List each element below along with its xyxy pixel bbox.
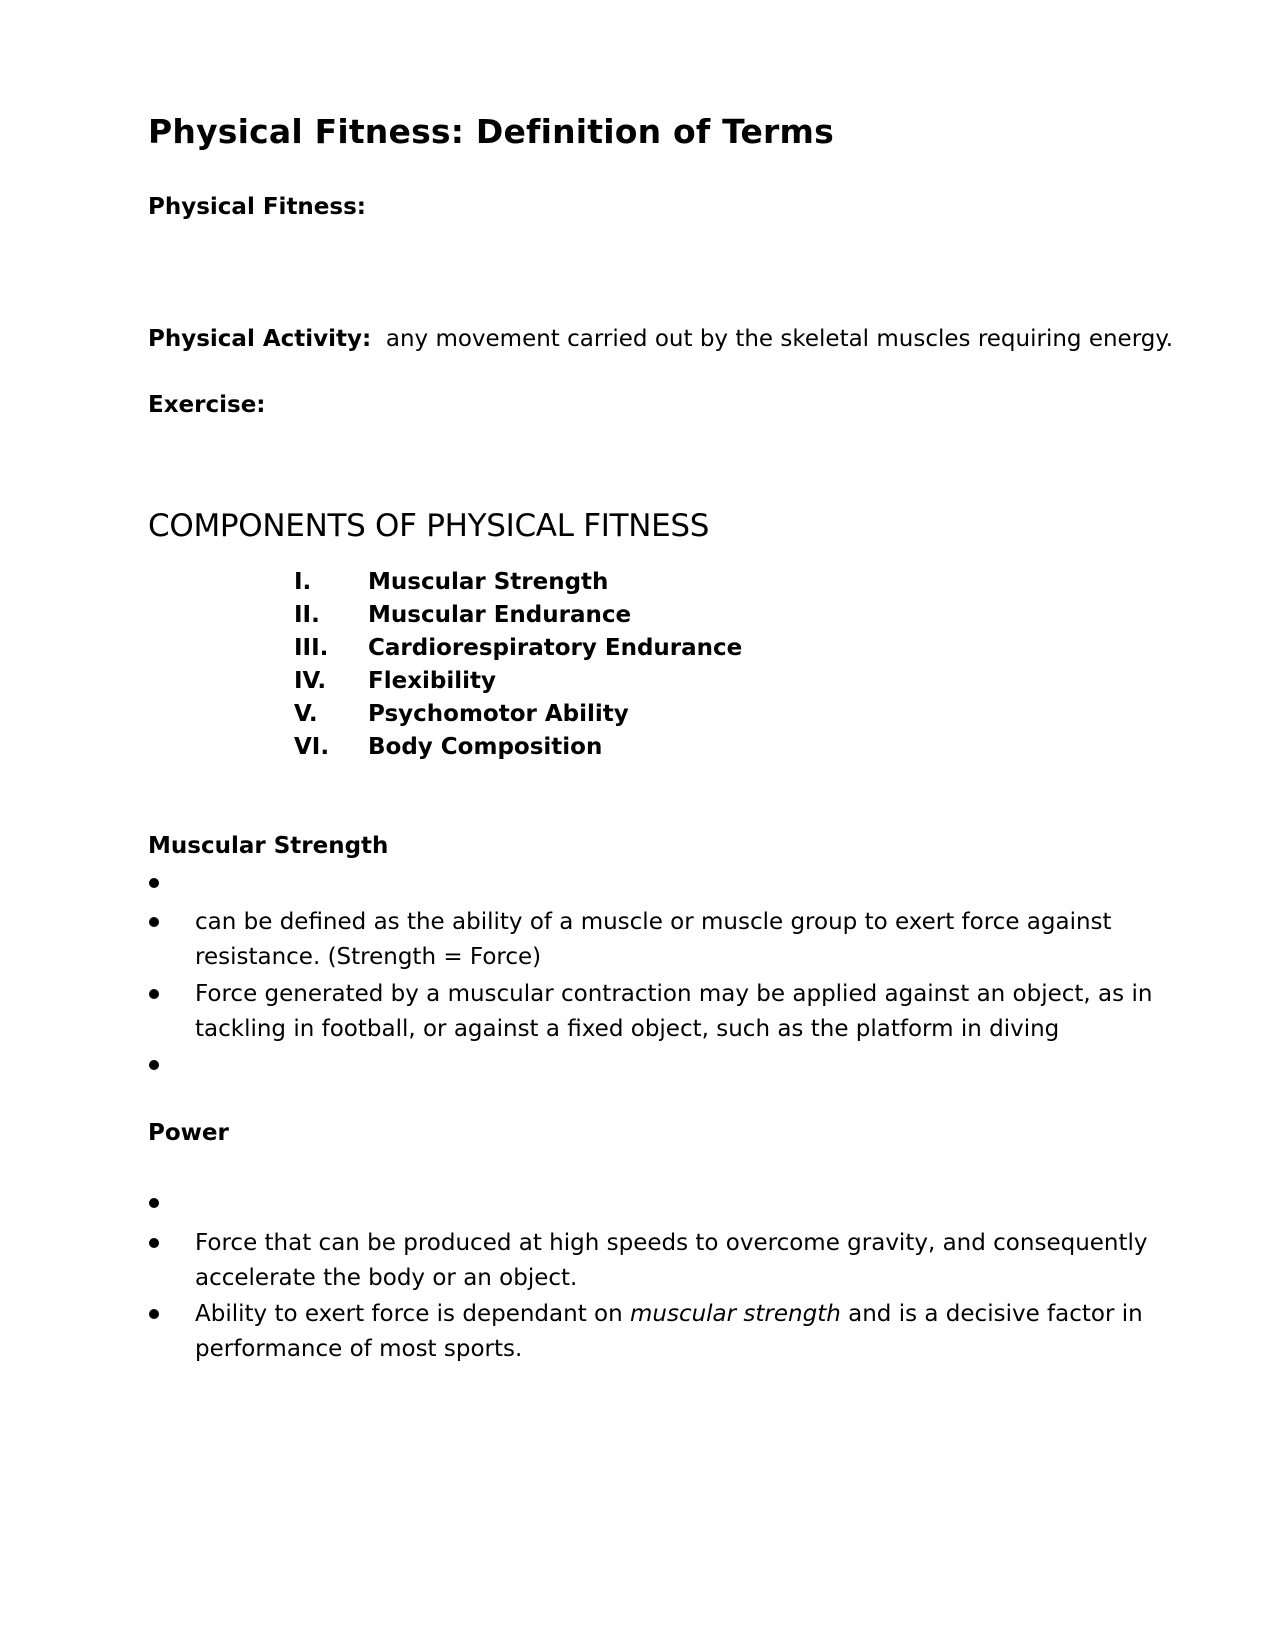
definition-physical-fitness [148, 194, 366, 220]
bullet-icon [149, 878, 159, 888]
muscular-strength-heading: Muscular Strength [148, 833, 389, 859]
bullet-icon [149, 1309, 159, 1319]
term-label: Physical Activity: [148, 326, 372, 352]
bullet-text-end: and is a decisive factor in performance of most sports. [195, 1301, 1143, 1362]
bullet-icon [149, 989, 159, 999]
list-numeral: II. [294, 602, 320, 628]
emphasis-text: muscular strength [629, 1301, 841, 1327]
list-numeral: I. [294, 569, 312, 595]
definition-physical-activity [148, 326, 1173, 352]
term-label: Physical Fitness: [148, 194, 366, 220]
bullet-icon [149, 1198, 159, 1208]
bullet-text-start: Ability to exert force is dependant on [195, 1301, 630, 1327]
list-numeral: VI. [294, 734, 330, 760]
list-numeral: IV. [294, 668, 327, 694]
list-item: Force that can be produced at high speeds to overcome gravity, and consequently accelerate the body or an object. [195, 1230, 1148, 1291]
list-item: Force generated by a muscular contraction may be applied against an object, as in tackling in football, or against a fixed object, such as the platform in diving [195, 981, 1153, 1042]
list-label: Flexibility [368, 668, 497, 694]
components-heading: COMPONENTS OF PHYSICAL FITNESS [148, 508, 710, 544]
list-numeral: III. [294, 635, 329, 661]
list-label: Muscular Endurance [368, 602, 632, 628]
list-label: Psychomotor Ability [368, 701, 629, 727]
definition-exercise [148, 392, 266, 418]
list-label: Cardiorespiratory Endurance [368, 635, 743, 661]
list-item [195, 1297, 1155, 1367]
bullet-icon [149, 917, 159, 927]
term-label: Exercise: [148, 392, 266, 418]
page-title: Physical Fitness: Definition of Terms [148, 112, 834, 151]
term-definition: any movement carried out by the skeletal muscles requiring energy. [385, 326, 1173, 352]
list-label: Muscular Strength [368, 569, 609, 595]
power-heading: Power [148, 1120, 229, 1146]
bullet-icon [149, 1238, 159, 1248]
list-numeral: V. [294, 701, 318, 727]
list-item: can be defined as the ability of a muscle or muscle group to exert force against resistance. (Strength = Force) [195, 909, 1112, 970]
bullet-icon [149, 1060, 159, 1070]
list-label: Body Composition [368, 734, 603, 760]
